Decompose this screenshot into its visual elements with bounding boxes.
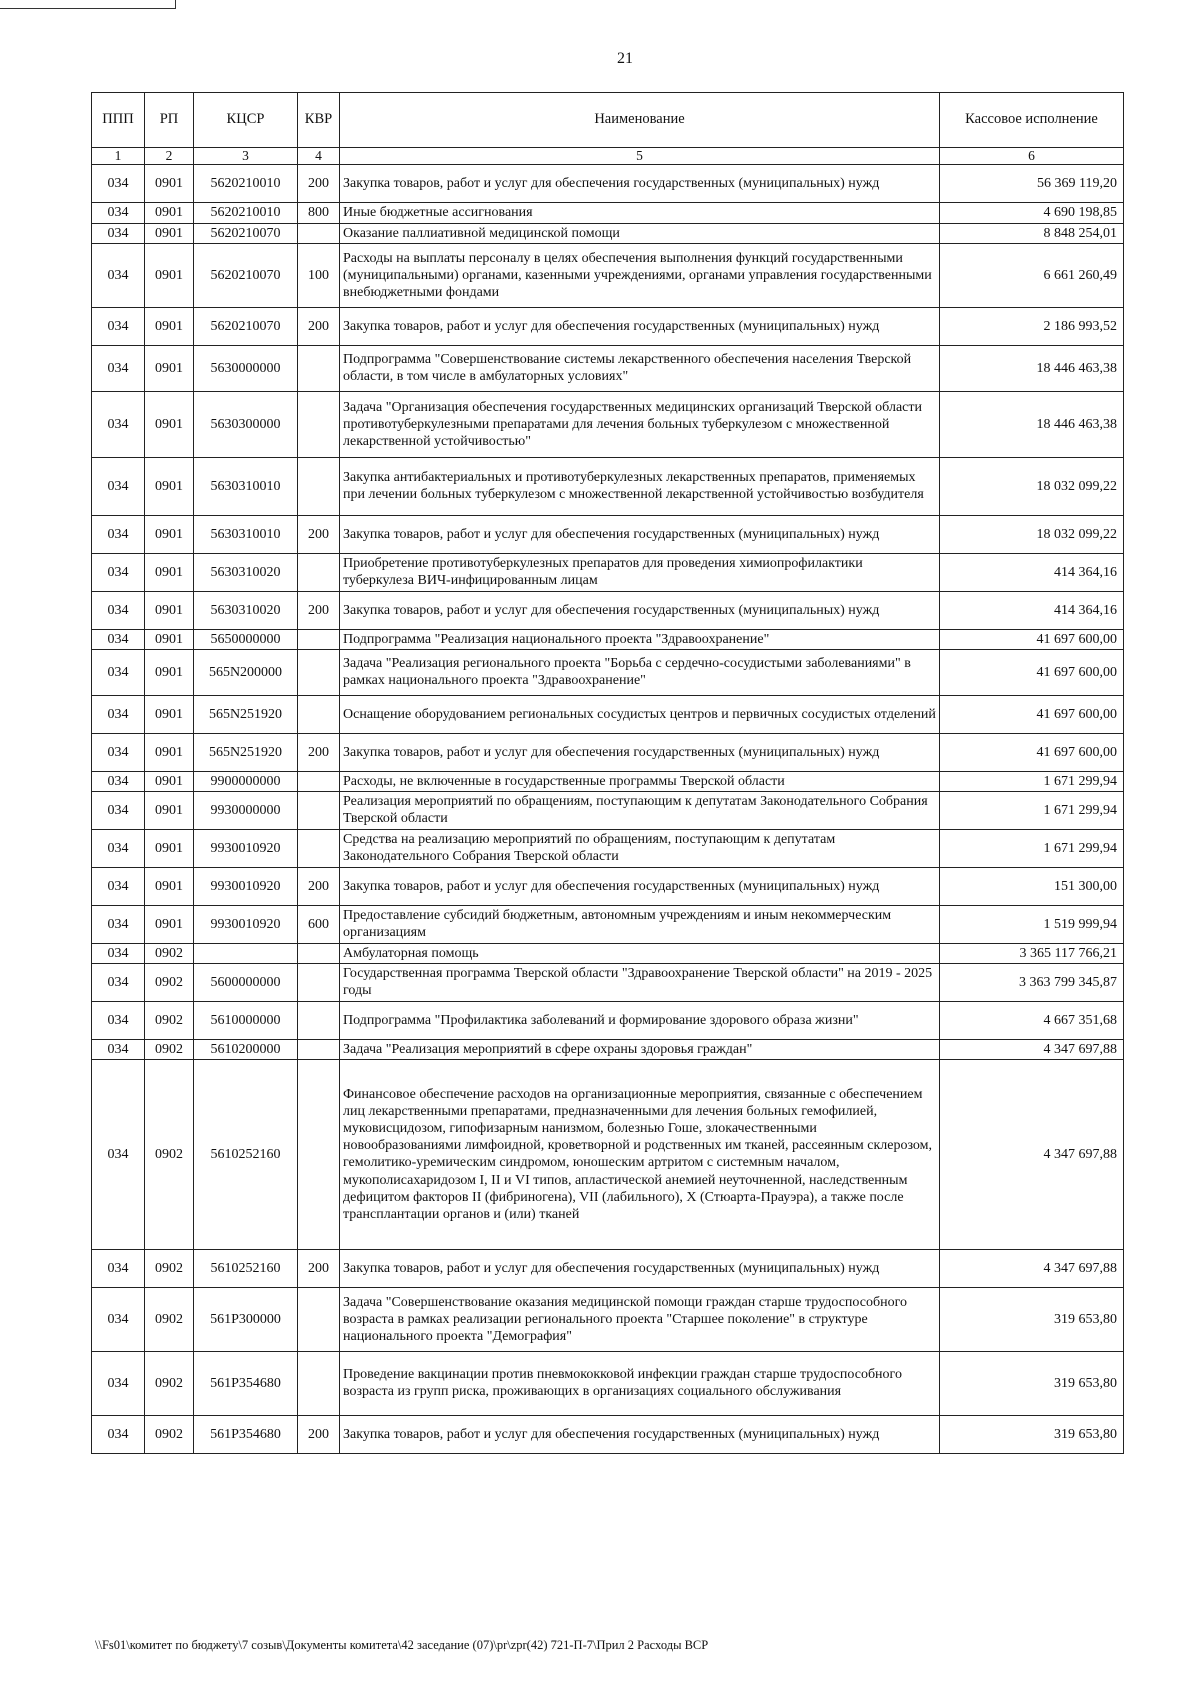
column-number: 4 bbox=[298, 148, 340, 165]
table-row bbox=[92, 649, 1124, 695]
cell-kvr bbox=[298, 223, 340, 243]
cell-name: Задача "Совершенствование оказания медицинской помощи граждан старше трудоспособного возраста в рамках реализации регионального проекта "Старшее поколение" в структуре национального проекта "Демография" bbox=[340, 1287, 940, 1351]
scan-corner-mark bbox=[0, 0, 176, 9]
cell-ppp: 034 bbox=[92, 791, 145, 829]
table-row bbox=[92, 695, 1124, 733]
cell-amount: 1 671 299,94 bbox=[940, 829, 1124, 867]
cell-kvr bbox=[298, 695, 340, 733]
cell-amount: 4 347 697,88 bbox=[940, 1249, 1124, 1287]
cell-kvr bbox=[298, 829, 340, 867]
cell-kcsr: 5630300000 bbox=[194, 391, 298, 457]
cell-kvr: 200 bbox=[298, 515, 340, 553]
cell-rp: 0901 bbox=[145, 905, 194, 943]
cell-rp: 0902 bbox=[145, 1249, 194, 1287]
cell-kcsr: 5620210070 bbox=[194, 243, 298, 307]
cell-rp: 0902 bbox=[145, 1415, 194, 1453]
cell-kcsr: 5620210070 bbox=[194, 307, 298, 345]
cell-name: Государственная программа Тверской области "Здравоохранение Тверской области" на 2019 - 2025 годы bbox=[340, 963, 940, 1001]
cell-kcsr: 5630310010 bbox=[194, 515, 298, 553]
cell-amount: 1 671 299,94 bbox=[940, 771, 1124, 791]
cell-kvr bbox=[298, 345, 340, 391]
header-rp: РП bbox=[145, 93, 194, 148]
cell-kcsr: 5630000000 bbox=[194, 345, 298, 391]
cell-amount: 18 446 463,38 bbox=[940, 391, 1124, 457]
cell-ppp: 034 bbox=[92, 391, 145, 457]
table-row bbox=[92, 307, 1124, 345]
cell-name: Закупка товаров, работ и услуг для обеспечения государственных (муниципальных) нужд bbox=[340, 867, 940, 905]
cell-ppp: 034 bbox=[92, 1287, 145, 1351]
cell-amount: 8 848 254,01 bbox=[940, 223, 1124, 243]
cell-amount: 4 347 697,88 bbox=[940, 1059, 1124, 1249]
cell-ppp: 034 bbox=[92, 649, 145, 695]
cell-kvr: 600 bbox=[298, 905, 340, 943]
cell-ppp: 034 bbox=[92, 591, 145, 629]
cell-kcsr: 5620210010 bbox=[194, 203, 298, 223]
column-number: 1 bbox=[92, 148, 145, 165]
cell-amount: 319 653,80 bbox=[940, 1287, 1124, 1351]
cell-name: Закупка антибактериальных и противотуберкулезных лекарственных препаратов, применяемых при лечении больных туберкулезом с множественной лекарственной устойчивостью возбудителя bbox=[340, 457, 940, 515]
cell-rp: 0902 bbox=[145, 1287, 194, 1351]
cell-amount: 41 697 600,00 bbox=[940, 733, 1124, 771]
table-row bbox=[92, 943, 1124, 963]
cell-kcsr: 5620210070 bbox=[194, 223, 298, 243]
table-row bbox=[92, 1249, 1124, 1287]
cell-kvr bbox=[298, 553, 340, 591]
cell-kvr: 200 bbox=[298, 1249, 340, 1287]
header-ppp: ППП bbox=[92, 93, 145, 148]
cell-amount: 319 653,80 bbox=[940, 1415, 1124, 1453]
header-kcsr: КЦСР bbox=[194, 93, 298, 148]
cell-name: Задача "Реализация регионального проекта "Борьба с сердечно-сосудистыми заболеваниями" в рамках национального проекта "Здравоохранение" bbox=[340, 649, 940, 695]
table-row bbox=[92, 905, 1124, 943]
cell-rp: 0902 bbox=[145, 1059, 194, 1249]
cell-kcsr: 5610000000 bbox=[194, 1001, 298, 1039]
cell-rp: 0902 bbox=[145, 1001, 194, 1039]
table-row bbox=[92, 1287, 1124, 1351]
cell-name: Средства на реализацию мероприятий по обращениям, поступающим к депутатам Законодательного Собрания Тверской области bbox=[340, 829, 940, 867]
cell-kvr: 200 bbox=[298, 733, 340, 771]
cell-ppp: 034 bbox=[92, 943, 145, 963]
cell-amount: 18 032 099,22 bbox=[940, 457, 1124, 515]
cell-name: Приобретение противотуберкулезных препаратов для проведения химиопрофилактики туберкулеза ВИЧ-инфицированным лицам bbox=[340, 553, 940, 591]
cell-ppp: 034 bbox=[92, 963, 145, 1001]
table-row bbox=[92, 829, 1124, 867]
cell-amount: 1 671 299,94 bbox=[940, 791, 1124, 829]
page-number: 21 bbox=[617, 50, 633, 67]
cell-ppp: 034 bbox=[92, 733, 145, 771]
column-number: 6 bbox=[940, 148, 1124, 165]
cell-rp: 0901 bbox=[145, 733, 194, 771]
cell-name: Предоставление субсидий бюджетным, автономным учреждениям и иным некоммерческим организациям bbox=[340, 905, 940, 943]
table-row bbox=[92, 791, 1124, 829]
cell-amount: 4 347 697,88 bbox=[940, 1039, 1124, 1059]
cell-rp: 0902 bbox=[145, 1039, 194, 1059]
table-row bbox=[92, 733, 1124, 771]
cell-ppp: 034 bbox=[92, 771, 145, 791]
table-row bbox=[92, 1351, 1124, 1415]
cell-ppp: 034 bbox=[92, 905, 145, 943]
cell-kvr bbox=[298, 771, 340, 791]
cell-kvr bbox=[298, 649, 340, 695]
cell-kcsr: 9930000000 bbox=[194, 791, 298, 829]
cell-ppp: 034 bbox=[92, 1415, 145, 1453]
cell-name: Финансовое обеспечение расходов на организационные мероприятия, связанные с обеспечением лиц лекарственными препаратами, предназначенными для лечения больных гемофилией, муковисцидозом, гипофизарным нанизмом, болезнью Гоше, злокачественными новообразованиями лимфоидной, кроветворной и родственных им тканей, рассеянным склерозом, гемолитико-уремическим синдромом, юношеским артритом с системным началом, мукополисахаридозом I, II и VI типов, апластической анемией неуточненной, наследственным дефицитом факторов II (фибриногена), VII (лабильного), X (Стюарта-Прауэра), а также после трансплантации органов и (или) тканей bbox=[340, 1059, 940, 1249]
cell-kvr: 200 bbox=[298, 1415, 340, 1453]
cell-ppp: 034 bbox=[92, 457, 145, 515]
cell-name: Закупка товаров, работ и услуг для обеспечения государственных (муниципальных) нужд bbox=[340, 165, 940, 203]
cell-rp: 0901 bbox=[145, 457, 194, 515]
column-number-row bbox=[92, 148, 1124, 165]
cell-kcsr: 5650000000 bbox=[194, 629, 298, 649]
cell-ppp: 034 bbox=[92, 867, 145, 905]
cell-kcsr: 5610200000 bbox=[194, 1039, 298, 1059]
cell-kvr bbox=[298, 1059, 340, 1249]
header-kvr: КВР bbox=[298, 93, 340, 148]
cell-kcsr: 5630310020 bbox=[194, 591, 298, 629]
cell-rp: 0901 bbox=[145, 307, 194, 345]
table-row bbox=[92, 457, 1124, 515]
cell-name: Оснащение оборудованием региональных сосудистых центров и первичных сосудистых отделений bbox=[340, 695, 940, 733]
cell-name: Задача "Организация обеспечения государственных медицинских организаций Тверской области противотуберкулезными препаратами для лечения больных туберкулезом с множественной лекарственной устойчивостью" bbox=[340, 391, 940, 457]
cell-ppp: 034 bbox=[92, 1059, 145, 1249]
cell-kcsr bbox=[194, 943, 298, 963]
column-number: 2 bbox=[145, 148, 194, 165]
table-row bbox=[92, 591, 1124, 629]
table-row bbox=[92, 391, 1124, 457]
column-number: 5 bbox=[340, 148, 940, 165]
table-row bbox=[92, 629, 1124, 649]
table-row bbox=[92, 1059, 1124, 1249]
cell-name: Расходы, не включенные в государственные программы Тверской области bbox=[340, 771, 940, 791]
cell-amount: 151 300,00 bbox=[940, 867, 1124, 905]
cell-amount: 18 032 099,22 bbox=[940, 515, 1124, 553]
cell-kvr bbox=[298, 391, 340, 457]
cell-rp: 0901 bbox=[145, 515, 194, 553]
cell-amount: 4 667 351,68 bbox=[940, 1001, 1124, 1039]
cell-kcsr: 5600000000 bbox=[194, 963, 298, 1001]
cell-kcsr: 5610252160 bbox=[194, 1249, 298, 1287]
cell-kvr: 200 bbox=[298, 591, 340, 629]
cell-kvr bbox=[298, 1001, 340, 1039]
cell-rp: 0901 bbox=[145, 649, 194, 695]
cell-kvr bbox=[298, 963, 340, 1001]
cell-ppp: 034 bbox=[92, 829, 145, 867]
cell-amount: 414 364,16 bbox=[940, 553, 1124, 591]
cell-amount: 3 365 117 766,21 bbox=[940, 943, 1124, 963]
cell-amount: 2 186 993,52 bbox=[940, 307, 1124, 345]
cell-rp: 0901 bbox=[145, 791, 194, 829]
cell-rp: 0901 bbox=[145, 165, 194, 203]
cell-name: Оказание паллиативной медицинской помощи bbox=[340, 223, 940, 243]
cell-name: Амбулаторная помощь bbox=[340, 943, 940, 963]
cell-name: Расходы на выплаты персоналу в целях обеспечения выполнения функций государственными (муниципальными) органами, казенными учреждениями, органами управления государственными внебюджетными фондами bbox=[340, 243, 940, 307]
cell-name: Проведение вакцинации против пневмококковой инфекции граждан старше трудоспособного возраста из групп риска, проживающих в организациях социального обслуживания bbox=[340, 1351, 940, 1415]
footer-file-path: \\Fs01\комитет по бюджету\7 созыв\Документы комитета\42 заседание (07)\pr\zpr(42) 721-П-7\Прил 2 Расходы ВСР bbox=[95, 1638, 709, 1652]
cell-kcsr: 5620210010 bbox=[194, 165, 298, 203]
cell-amount: 3 363 799 345,87 bbox=[940, 963, 1124, 1001]
cell-rp: 0902 bbox=[145, 1351, 194, 1415]
cell-rp: 0901 bbox=[145, 391, 194, 457]
cell-kcsr: 565N251920 bbox=[194, 733, 298, 771]
cell-kvr: 800 bbox=[298, 203, 340, 223]
cell-amount: 4 690 198,85 bbox=[940, 203, 1124, 223]
cell-kcsr: 9930010920 bbox=[194, 867, 298, 905]
cell-kcsr: 565N251920 bbox=[194, 695, 298, 733]
cell-rp: 0901 bbox=[145, 223, 194, 243]
table-row bbox=[92, 771, 1124, 791]
table-row bbox=[92, 1039, 1124, 1059]
cell-ppp: 034 bbox=[92, 203, 145, 223]
cell-ppp: 034 bbox=[92, 515, 145, 553]
cell-kcsr: 5610252160 bbox=[194, 1059, 298, 1249]
cell-amount: 319 653,80 bbox=[940, 1351, 1124, 1415]
cell-rp: 0901 bbox=[145, 695, 194, 733]
cell-kvr: 100 bbox=[298, 243, 340, 307]
header-amount: Кассовое исполнение bbox=[940, 93, 1124, 148]
cell-amount: 414 364,16 bbox=[940, 591, 1124, 629]
cell-rp: 0901 bbox=[145, 345, 194, 391]
cell-name: Подпрограмма "Реализация национального проекта "Здравоохранение" bbox=[340, 629, 940, 649]
cell-kvr: 200 bbox=[298, 165, 340, 203]
cell-ppp: 034 bbox=[92, 1351, 145, 1415]
cell-kvr: 200 bbox=[298, 307, 340, 345]
table-row bbox=[92, 867, 1124, 905]
cell-kcsr: 561P300000 bbox=[194, 1287, 298, 1351]
header-name: Наименование bbox=[340, 93, 940, 148]
cell-ppp: 034 bbox=[92, 1001, 145, 1039]
cell-rp: 0901 bbox=[145, 243, 194, 307]
cell-name: Закупка товаров, работ и услуг для обеспечения государственных (муниципальных) нужд bbox=[340, 1415, 940, 1453]
cell-amount: 6 661 260,49 bbox=[940, 243, 1124, 307]
cell-ppp: 034 bbox=[92, 307, 145, 345]
cell-kcsr: 561P354680 bbox=[194, 1351, 298, 1415]
cell-kvr bbox=[298, 1287, 340, 1351]
table-header-row bbox=[92, 93, 1124, 148]
cell-rp: 0901 bbox=[145, 591, 194, 629]
cell-kvr bbox=[298, 629, 340, 649]
cell-amount: 56 369 119,20 bbox=[940, 165, 1124, 203]
cell-kcsr: 5630310010 bbox=[194, 457, 298, 515]
cell-rp: 0901 bbox=[145, 867, 194, 905]
cell-kcsr: 9900000000 bbox=[194, 771, 298, 791]
table-row bbox=[92, 243, 1124, 307]
cell-amount: 18 446 463,38 bbox=[940, 345, 1124, 391]
cell-ppp: 034 bbox=[92, 629, 145, 649]
cell-kcsr: 9930010920 bbox=[194, 905, 298, 943]
cell-name: Закупка товаров, работ и услуг для обеспечения государственных (муниципальных) нужд bbox=[340, 307, 940, 345]
table-row bbox=[92, 345, 1124, 391]
table-row bbox=[92, 165, 1124, 203]
cell-ppp: 034 bbox=[92, 695, 145, 733]
cell-name: Задача "Реализация мероприятий в сфере охраны здоровья граждан" bbox=[340, 1039, 940, 1059]
cell-rp: 0901 bbox=[145, 553, 194, 591]
table-row bbox=[92, 203, 1124, 223]
cell-kcsr: 565N200000 bbox=[194, 649, 298, 695]
table-body bbox=[92, 165, 1124, 1453]
cell-kvr bbox=[298, 1039, 340, 1059]
cell-rp: 0902 bbox=[145, 963, 194, 1001]
cell-rp: 0901 bbox=[145, 829, 194, 867]
cell-rp: 0902 bbox=[145, 943, 194, 963]
cell-name: Иные бюджетные ассигнования bbox=[340, 203, 940, 223]
cell-name: Закупка товаров, работ и услуг для обеспечения государственных (муниципальных) нужд bbox=[340, 591, 940, 629]
budget-table bbox=[91, 92, 1124, 1454]
cell-rp: 0901 bbox=[145, 771, 194, 791]
cell-kvr bbox=[298, 1351, 340, 1415]
cell-ppp: 034 bbox=[92, 345, 145, 391]
cell-ppp: 034 bbox=[92, 1039, 145, 1059]
table-row bbox=[92, 963, 1124, 1001]
cell-name: Реализация мероприятий по обращениям, поступающим к депутатам Законодательного Собрания Тверской области bbox=[340, 791, 940, 829]
cell-amount: 41 697 600,00 bbox=[940, 649, 1124, 695]
cell-name: Закупка товаров, работ и услуг для обеспечения государственных (муниципальных) нужд bbox=[340, 1249, 940, 1287]
cell-ppp: 034 bbox=[92, 1249, 145, 1287]
table-row bbox=[92, 223, 1124, 243]
cell-kvr bbox=[298, 457, 340, 515]
cell-rp: 0901 bbox=[145, 629, 194, 649]
cell-name: Закупка товаров, работ и услуг для обеспечения государственных (муниципальных) нужд bbox=[340, 733, 940, 771]
cell-ppp: 034 bbox=[92, 553, 145, 591]
cell-kcsr: 561P354680 bbox=[194, 1415, 298, 1453]
cell-name: Подпрограмма "Профилактика заболеваний и формирование здорового образа жизни" bbox=[340, 1001, 940, 1039]
cell-amount: 1 519 999,94 bbox=[940, 905, 1124, 943]
cell-name: Подпрограмма "Совершенствование системы лекарственного обеспечения населения Тверской области, в том числе в амбулаторных условиях" bbox=[340, 345, 940, 391]
cell-ppp: 034 bbox=[92, 165, 145, 203]
column-number: 3 bbox=[194, 148, 298, 165]
cell-kvr bbox=[298, 791, 340, 829]
table-row bbox=[92, 553, 1124, 591]
cell-kcsr: 9930010920 bbox=[194, 829, 298, 867]
cell-ppp: 034 bbox=[92, 223, 145, 243]
cell-name: Закупка товаров, работ и услуг для обеспечения государственных (муниципальных) нужд bbox=[340, 515, 940, 553]
cell-kvr bbox=[298, 943, 340, 963]
cell-amount: 41 697 600,00 bbox=[940, 695, 1124, 733]
cell-kcsr: 5630310020 bbox=[194, 553, 298, 591]
table-row bbox=[92, 1001, 1124, 1039]
cell-ppp: 034 bbox=[92, 243, 145, 307]
cell-amount: 41 697 600,00 bbox=[940, 629, 1124, 649]
cell-rp: 0901 bbox=[145, 203, 194, 223]
table-row bbox=[92, 1415, 1124, 1453]
table-row bbox=[92, 515, 1124, 553]
cell-kvr: 200 bbox=[298, 867, 340, 905]
